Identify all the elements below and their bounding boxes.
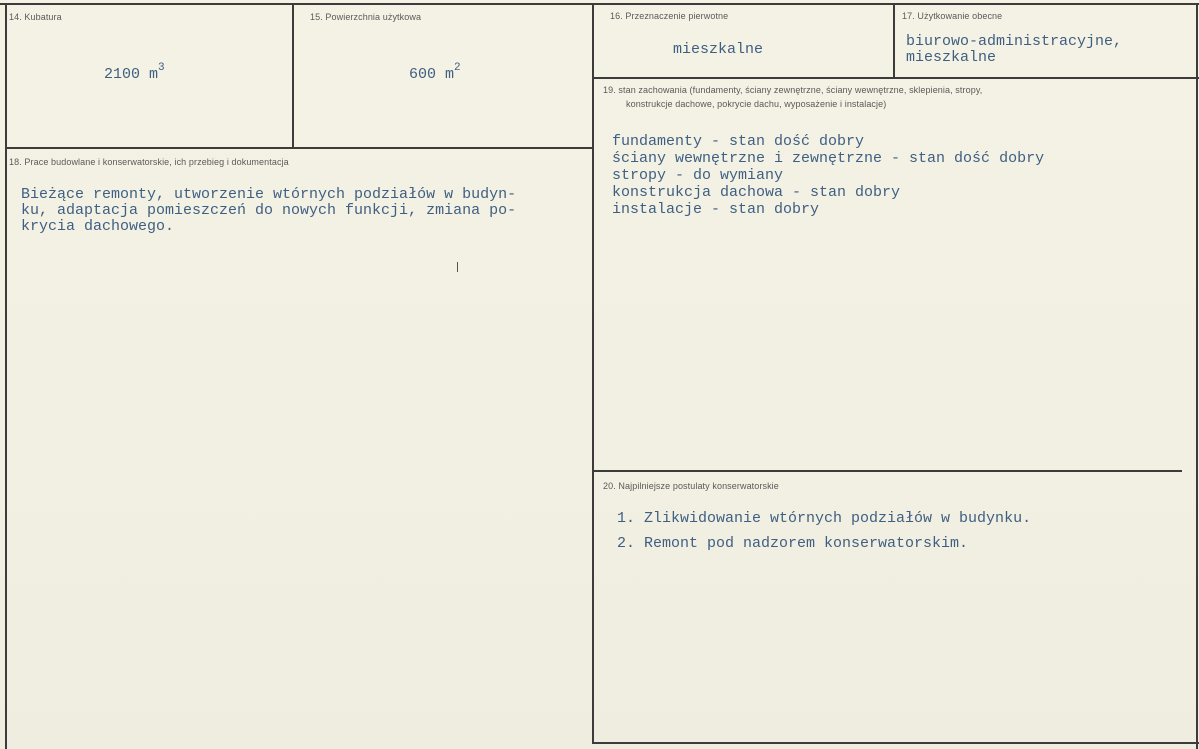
left-border [5, 3, 7, 749]
prace-line-1: Bieżące remonty, utworzenie wtórnych podziałów w budyn- [21, 186, 517, 203]
kubatura-divider [292, 3, 294, 148]
prace-label: 18. Prace budowlane i konserwatorskie, ich przebieg i dokumentacja [9, 157, 289, 167]
uzytkowanie-line-1: biurowo-administracyjne, [906, 33, 1123, 50]
przeznaczenie-divider [893, 3, 895, 78]
powierzchnia-value: 600 $m^2$ [409, 62, 461, 83]
uzytkowanie-label: 17. Użytkowanie obecne [902, 11, 1003, 21]
row1-left-bottom [5, 147, 594, 149]
stan-line-3: stropy - do wymiany [612, 167, 784, 184]
postulaty-line-2: 2. Remont pod nadzorem konserwatorskim. [617, 535, 969, 552]
przeznaczenie-label: 16. Przeznaczenie pierwotne [610, 11, 729, 21]
stan-label-line-2: konstrukcje dachowe, pokrycie dachu, wyposażenie i instalacje) [626, 99, 887, 109]
stan-line-4: konstrukcja dachowa - stan dobry [612, 184, 901, 201]
postulaty-label: 20. Najpilniejsze postulaty konserwatorskie [603, 481, 779, 491]
uzytkowanie-line-2: mieszkalne [906, 49, 997, 66]
row1-right-bottom [592, 77, 1199, 79]
stan-line-2: ściany wewnętrzne i zewnętrzne - stan dość dobry [612, 150, 1045, 167]
right-edge [1196, 3, 1198, 749]
center-divider [592, 3, 594, 743]
stray-pen-mark [457, 262, 458, 272]
stan-line-1: fundamenty - stan dość dobry [612, 133, 865, 150]
kubatura-label: 14. Kubatura [9, 12, 62, 22]
top-border [0, 3, 1199, 5]
stan-bottom [592, 470, 1182, 472]
bottom-right-border [592, 742, 1199, 744]
prace-line-2: ku, adaptacja pomieszczeń do nowych funkcji, zmiana po- [21, 202, 517, 219]
postulaty-line-1: 1. Zlikwidowanie wtórnych podziałów w budynku. [617, 510, 1032, 527]
powierzchnia-label: 15. Powierzchnia użytkowa [310, 12, 422, 22]
prace-line-3: krycia dachowego. [21, 218, 175, 235]
stan-label-line-1: 19. stan zachowania (fundamenty, ściany zewnętrzne, ściany wewnętrzne, sklepienia, stropy, [603, 85, 983, 95]
stan-line-5: instalacje - stan dobry [612, 201, 820, 218]
kubatura-value: 2100 $m^3$ [104, 62, 165, 83]
przeznaczenie-value: mieszkalne [673, 41, 764, 58]
